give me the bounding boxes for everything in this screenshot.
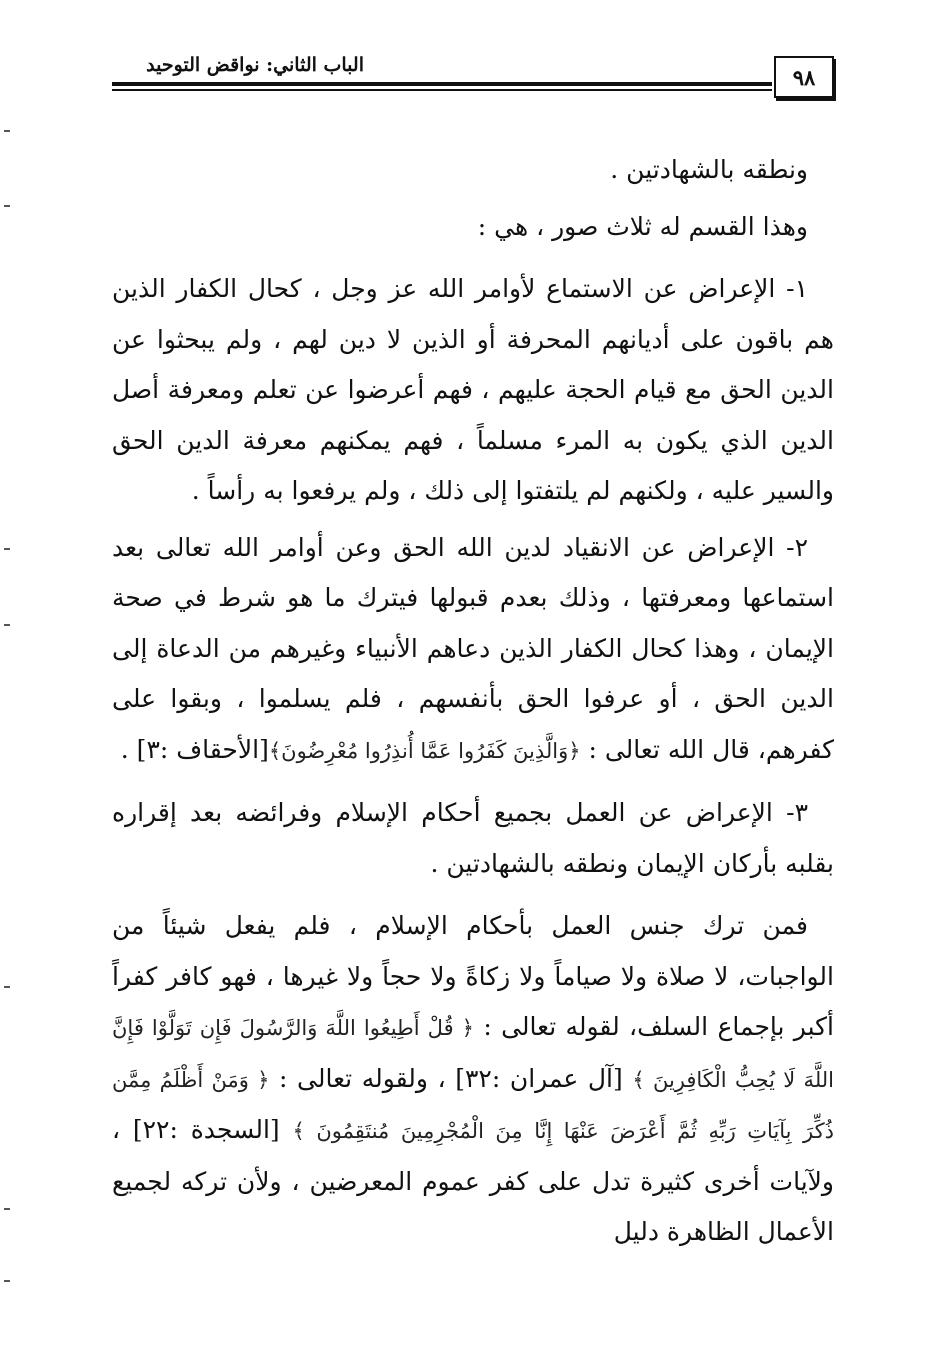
scan-margin-mark — [4, 624, 10, 626]
paragraph-item-3 — [112, 788, 834, 889]
scan-margin-mark — [4, 986, 10, 988]
paragraph-text: [آل عمران :٣٢] ، ولقوله تعالى : — [269, 1063, 633, 1093]
chapter-title: الباب الثاني: نواقض التوحيد — [146, 54, 364, 76]
page-number: ٩٨ — [774, 56, 834, 98]
page-header — [112, 48, 834, 104]
paragraph-text: ٢- الإعراض عن الانقياد لدين الله الحق وعن أوامر الله تعالى بعد استماعها ومعرفتها ، وذلك بعدم قبولها فيترك ما هو شرط في صحة الإيمان ، وهذا كحال الكفار الذين دعاهم الأنبياء وغيرهم من الدعاة إلى الدين الحق ، أو عرفوا الحق بأنفسهم ، فلم يسلموا ، وبقوا على كفرهم، قال الله تعالى : — [112, 532, 834, 764]
quran-verse: ﴿ قُلْ أَطِيعُوا اللَّهَ وَالرَّسُولَ فَإِن تَوَلَّوْا فَإِنَّ اللَّهَ لَا يُحِبُّ الْكَافِرِينَ ﴾ — [112, 1016, 835, 1092]
paragraph-ruling — [112, 901, 834, 1258]
paragraph-text: [السجدة :٢٢] ، ولآيات أخرى كثيرة تدل على كفر عموم المعرضين ، ولأن تركه لجميع الأعمال الظاهرة دليل — [112, 1115, 834, 1246]
paragraph-text: ١- الإعراض عن الاستماع لأوامر الله عز وجل ، كحال الكفار الذين هم باقون على أديانهم المحرفة أو الذين لا دين لهم ، ولم يبحثوا عن الدين الحق مع قيام الحجة عليهم ، فهم أعرضوا عن تعلم ومعرفة أصل الدين الذي يكون به المرء مسلماً ، فهم يمكنهم معرفة الدين الحق والسير عليه ، ولكنهم لم يلتفتوا إلى ذلك ، ولم يرفعوا به رأساً . — [112, 274, 834, 505]
header-rule-thin — [112, 89, 772, 91]
paragraph-intro — [112, 202, 834, 253]
scan-margin-mark — [4, 130, 10, 132]
paragraph-text: فمن ترك جنس العمل بأحكام الإسلام ، فلم يفعل شيئاً من الواجبات، لا صلاة ولا صياماً ولا زكاةً ولا حجاً ولا غيرها ، فهو كافر كفراً أكبر بإجماع السلف، لقوله تعالى : — [112, 911, 834, 1041]
scan-margin-mark — [4, 548, 10, 550]
paragraph-text: ٣- الإعراض عن العمل بجميع أحكام الإسلام وفرائضه بعد إقراره بقلبه بأركان الإيمان ونطقه بالشهادتين . — [112, 798, 834, 878]
paragraph-item-1 — [112, 264, 834, 517]
body-text — [112, 145, 834, 1258]
paragraph-continuation — [112, 145, 834, 196]
scan-margin-mark — [4, 1280, 10, 1282]
quran-verse: ﴿ وَمَنْ أَظْلَمُ مِمَّن ذُكِّرَ بِآيَاتِ رَبِّهِ ثُمَّ أَعْرَضَ عَنْهَا إِنَّا مِنَ الْمُجْرِمِينَ مُنتَقِمُونَ ﴾ — [112, 1067, 834, 1143]
quran-verse: ﴿وَالَّذِينَ كَفَرُوا عَمَّا أُنذِرُوا مُعْرِضُونَ﴾ — [268, 738, 581, 763]
scan-margin-mark — [4, 1208, 10, 1210]
header-rule-thick — [112, 82, 772, 86]
paragraph-text: [الأحقاف :٣] . — [120, 734, 269, 764]
paragraph-text: وهذا القسم له ثلاث صور ، هي : — [477, 211, 808, 241]
paragraph-text: ونطقه بالشهادتين . — [610, 155, 808, 184]
paragraph-item-2 — [112, 523, 834, 777]
scan-margin-mark — [4, 205, 10, 207]
